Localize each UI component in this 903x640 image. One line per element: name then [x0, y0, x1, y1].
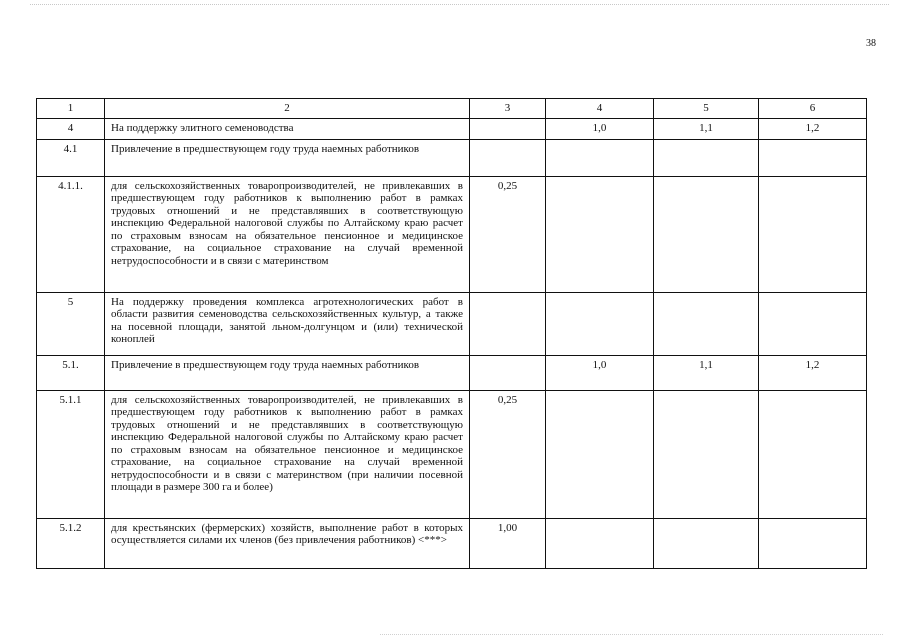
- row-value-col4: [546, 139, 654, 176]
- row-value-col4: [546, 292, 654, 355]
- row-value-col5: 1,1: [654, 118, 759, 139]
- row-number: 4.1: [37, 139, 105, 176]
- row-coefficient: [470, 139, 546, 176]
- row-coefficient: [470, 292, 546, 355]
- row-number: 5.1.1: [37, 390, 105, 518]
- row-value-col6: [759, 176, 867, 292]
- row-number: 5.1.2: [37, 518, 105, 568]
- table-header-row: [37, 99, 867, 119]
- table-row: [37, 292, 867, 355]
- table-row: [37, 355, 867, 390]
- row-value-col6: [759, 292, 867, 355]
- row-coefficient: 0,25: [470, 176, 546, 292]
- row-value-col6: 1,2: [759, 118, 867, 139]
- column-header: 5: [654, 99, 759, 119]
- row-coefficient: 0,25: [470, 390, 546, 518]
- row-value-col4: [546, 176, 654, 292]
- row-value-col5: 1,1: [654, 355, 759, 390]
- column-header: 1: [37, 99, 105, 119]
- row-number: 5.1.: [37, 355, 105, 390]
- coefficients-table: [36, 98, 867, 569]
- row-description: для крестьянских (фермерских) хозяйств, выполнение работ в которых осуществляется силами их членов (без привлечения работников) <***>: [105, 518, 470, 568]
- table-row: [37, 118, 867, 139]
- row-value-col6: [759, 390, 867, 518]
- row-value-col4: 1,0: [546, 355, 654, 390]
- row-value-col5: [654, 139, 759, 176]
- row-description: На поддержку проведения комплекса агротехнологических работ в области развития семеноводства сельскохозяйственных культур, а также на посевной площади, занятой льном-долгунцом и (или) технической коноплей: [105, 292, 470, 355]
- row-description: Привлечение в предшествующем году труда наемных работников: [105, 355, 470, 390]
- scan-edge-bottom: [380, 634, 883, 635]
- table-row: [37, 390, 867, 518]
- row-coefficient: [470, 118, 546, 139]
- row-value-col6: [759, 518, 867, 568]
- row-number: 4.1.1.: [37, 176, 105, 292]
- row-value-col5: [654, 176, 759, 292]
- column-header: 6: [759, 99, 867, 119]
- row-coefficient: 1,00: [470, 518, 546, 568]
- page-number: 38: [866, 38, 876, 49]
- row-value-col4: 1,0: [546, 118, 654, 139]
- row-number: 4: [37, 118, 105, 139]
- row-value-col5: [654, 390, 759, 518]
- column-header: 2: [105, 99, 470, 119]
- row-description: для сельскохозяйственных товаропроизводителей, не привлекавших в предшествующем году работников к выполнению работ в рамках трудовых отношений и не представлявших в соответствующую инспекцию Федеральной налоговой службы по Алтайскому краю расчет по страховым взносам на обязательное пенсионное и медицинское страхование, на социальное страхование на случай временной нетрудоспособности и в связи с материнством (при наличии посевной площади в размере 300 га и более): [105, 390, 470, 518]
- table-row: [37, 518, 867, 568]
- table-row: [37, 176, 867, 292]
- row-description: для сельскохозяйственных товаропроизводителей, не привлекавших в предшествующем году работников к выполнению работ в рамках трудовых отношений и не представлявших в соответствующую инспекцию Федеральной налоговой службы по Алтайскому краю расчет по страховым взносам на обязательное пенсионное и медицинское страхование, на социальное страхование на случай временной нетрудоспособности и в связи с материнством: [105, 176, 470, 292]
- row-value-col4: [546, 390, 654, 518]
- column-header: 4: [546, 99, 654, 119]
- row-value-col5: [654, 292, 759, 355]
- scan-edge-top: [30, 4, 889, 5]
- row-value-col4: [546, 518, 654, 568]
- column-header: 3: [470, 99, 546, 119]
- row-value-col6: 1,2: [759, 355, 867, 390]
- row-number: 5: [37, 292, 105, 355]
- row-value-col6: [759, 139, 867, 176]
- table-row: [37, 139, 867, 176]
- row-coefficient: [470, 355, 546, 390]
- row-description: На поддержку элитного семеноводства: [105, 118, 470, 139]
- row-description: Привлечение в предшествующем году труда наемных работников: [105, 139, 470, 176]
- row-value-col5: [654, 518, 759, 568]
